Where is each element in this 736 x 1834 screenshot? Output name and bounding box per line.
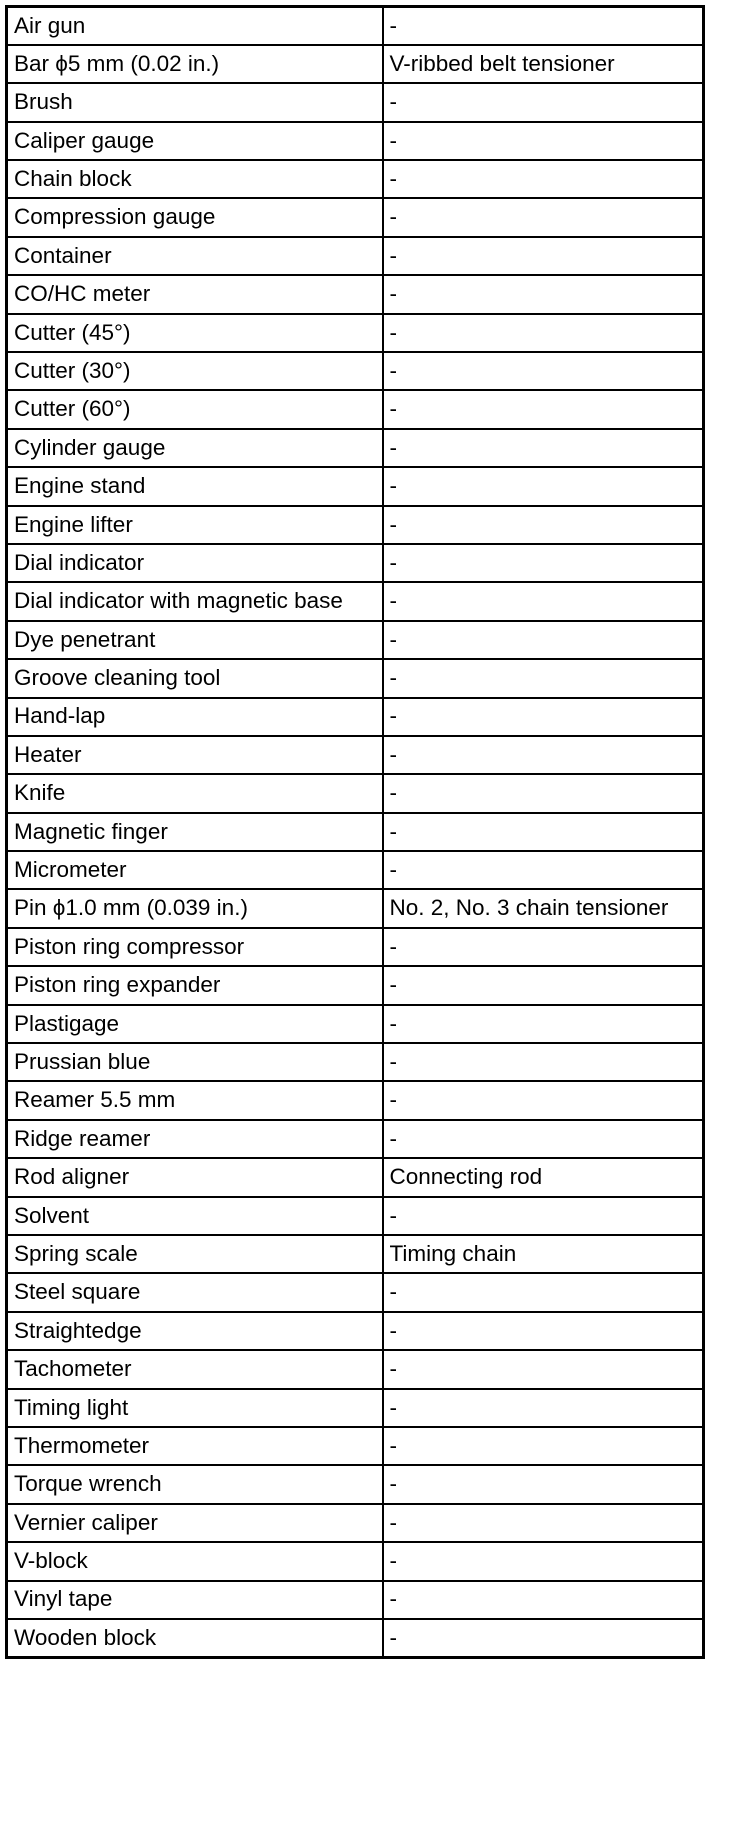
table-row	[7, 314, 704, 352]
tool-name-cell: Engine lifter	[7, 506, 383, 544]
table-row	[7, 659, 704, 697]
tool-name-cell: Thermometer	[7, 1427, 383, 1465]
table-row	[7, 506, 704, 544]
tool-name-cell: Tachometer	[7, 1350, 383, 1388]
part-name-cell: -	[383, 544, 704, 582]
table-row	[7, 467, 704, 505]
part-name-cell: -	[383, 1120, 704, 1158]
part-name-cell: -	[383, 1427, 704, 1465]
part-name-cell: -	[383, 1043, 704, 1081]
table-row	[7, 7, 704, 45]
table-row	[7, 275, 704, 313]
tool-name-cell: Cutter (60°)	[7, 390, 383, 428]
table-row	[7, 45, 704, 83]
part-name-cell: -	[383, 813, 704, 851]
table-row	[7, 1350, 704, 1388]
part-name-cell: -	[383, 851, 704, 889]
part-name-cell: -	[383, 928, 704, 966]
part-name-cell: -	[383, 1542, 704, 1580]
tool-name-cell: Timing light	[7, 1389, 383, 1427]
part-name-cell: -	[383, 429, 704, 467]
part-name-cell: -	[383, 237, 704, 275]
table-row	[7, 1465, 704, 1503]
part-name-cell: Connecting rod	[383, 1158, 704, 1196]
tools-table-body	[7, 7, 704, 1658]
tool-name-cell: Torque wrench	[7, 1465, 383, 1503]
tool-name-cell: Reamer 5.5 mm	[7, 1081, 383, 1119]
table-row	[7, 1504, 704, 1542]
table-row	[7, 1389, 704, 1427]
table-row	[7, 698, 704, 736]
part-name-cell: -	[383, 83, 704, 121]
table-row	[7, 1619, 704, 1657]
part-name-cell: -	[383, 275, 704, 313]
part-name-cell: -	[383, 122, 704, 160]
table-row	[7, 1581, 704, 1619]
table-row	[7, 813, 704, 851]
part-name-cell: -	[383, 506, 704, 544]
table-row	[7, 1427, 704, 1465]
table-row	[7, 390, 704, 428]
tool-name-cell: Cutter (45°)	[7, 314, 383, 352]
table-row	[7, 1120, 704, 1158]
tool-name-cell: Bar ϕ5 mm (0.02 in.)	[7, 45, 383, 83]
part-name-cell: -	[383, 1389, 704, 1427]
table-row	[7, 928, 704, 966]
table-row	[7, 198, 704, 236]
table-row	[7, 544, 704, 582]
tool-name-cell: Rod aligner	[7, 1158, 383, 1196]
part-name-cell: -	[383, 1581, 704, 1619]
table-row	[7, 1081, 704, 1119]
part-name-cell: -	[383, 1005, 704, 1043]
tool-name-cell: Cylinder gauge	[7, 429, 383, 467]
part-name-cell: -	[383, 1465, 704, 1503]
part-name-cell: -	[383, 582, 704, 620]
part-name-cell: -	[383, 1312, 704, 1350]
tools-table	[5, 5, 705, 1659]
tool-name-cell: Knife	[7, 774, 383, 812]
tool-name-cell: Piston ring expander	[7, 966, 383, 1004]
table-row	[7, 1005, 704, 1043]
part-name-cell: -	[383, 198, 704, 236]
part-name-cell: -	[383, 1273, 704, 1311]
part-name-cell: -	[383, 1081, 704, 1119]
tool-name-cell: V-block	[7, 1542, 383, 1580]
table-row	[7, 160, 704, 198]
part-name-cell: -	[383, 314, 704, 352]
tool-name-cell: Plastigage	[7, 1005, 383, 1043]
table-row	[7, 582, 704, 620]
part-name-cell: -	[383, 774, 704, 812]
part-name-cell: -	[383, 390, 704, 428]
tool-name-cell: Prussian blue	[7, 1043, 383, 1081]
tool-name-cell: Pin ϕ1.0 mm (0.039 in.)	[7, 889, 383, 927]
table-row	[7, 1542, 704, 1580]
table-row	[7, 621, 704, 659]
tool-name-cell: Vernier caliper	[7, 1504, 383, 1542]
tool-name-cell: Engine stand	[7, 467, 383, 505]
tool-name-cell: Ridge reamer	[7, 1120, 383, 1158]
table-row	[7, 122, 704, 160]
part-name-cell: -	[383, 698, 704, 736]
part-name-cell: -	[383, 621, 704, 659]
table-row	[7, 736, 704, 774]
tool-name-cell: Dye penetrant	[7, 621, 383, 659]
part-name-cell: -	[383, 160, 704, 198]
table-row	[7, 429, 704, 467]
part-name-cell: -	[383, 7, 704, 45]
tool-name-cell: Vinyl tape	[7, 1581, 383, 1619]
part-name-cell: -	[383, 1619, 704, 1657]
table-row	[7, 1235, 704, 1273]
part-name-cell: -	[383, 1350, 704, 1388]
tool-name-cell: Dial indicator with magnetic base	[7, 582, 383, 620]
tool-name-cell: Heater	[7, 736, 383, 774]
table-row	[7, 851, 704, 889]
tool-name-cell: Air gun	[7, 7, 383, 45]
table-row	[7, 352, 704, 390]
table-row	[7, 1197, 704, 1235]
table-row	[7, 1312, 704, 1350]
table-row	[7, 1273, 704, 1311]
tool-name-cell: Chain block	[7, 160, 383, 198]
tool-name-cell: Piston ring compressor	[7, 928, 383, 966]
tool-name-cell: Cutter (30°)	[7, 352, 383, 390]
part-name-cell: No. 2, No. 3 chain tensioner	[383, 889, 704, 927]
tool-name-cell: Magnetic finger	[7, 813, 383, 851]
part-name-cell: -	[383, 966, 704, 1004]
part-name-cell: V-ribbed belt tensioner	[383, 45, 704, 83]
part-name-cell: -	[383, 352, 704, 390]
part-name-cell: Timing chain	[383, 1235, 704, 1273]
tool-name-cell: Solvent	[7, 1197, 383, 1235]
part-name-cell: -	[383, 1197, 704, 1235]
table-row	[7, 1158, 704, 1196]
tool-name-cell: Compression gauge	[7, 198, 383, 236]
table-row	[7, 237, 704, 275]
tool-name-cell: Wooden block	[7, 1619, 383, 1657]
table-row	[7, 966, 704, 1004]
tool-name-cell: Straightedge	[7, 1312, 383, 1350]
part-name-cell: -	[383, 736, 704, 774]
table-row	[7, 1043, 704, 1081]
tool-name-cell: Caliper gauge	[7, 122, 383, 160]
part-name-cell: -	[383, 467, 704, 505]
tool-name-cell: Spring scale	[7, 1235, 383, 1273]
tool-name-cell: Hand-lap	[7, 698, 383, 736]
tool-name-cell: Steel square	[7, 1273, 383, 1311]
part-name-cell: -	[383, 659, 704, 697]
part-name-cell: -	[383, 1504, 704, 1542]
tool-name-cell: Container	[7, 237, 383, 275]
table-row	[7, 83, 704, 121]
tool-name-cell: Brush	[7, 83, 383, 121]
tool-name-cell: Dial indicator	[7, 544, 383, 582]
tool-name-cell: CO/HC meter	[7, 275, 383, 313]
table-row	[7, 774, 704, 812]
tool-name-cell: Groove cleaning tool	[7, 659, 383, 697]
table-row	[7, 889, 704, 927]
tool-name-cell: Micrometer	[7, 851, 383, 889]
